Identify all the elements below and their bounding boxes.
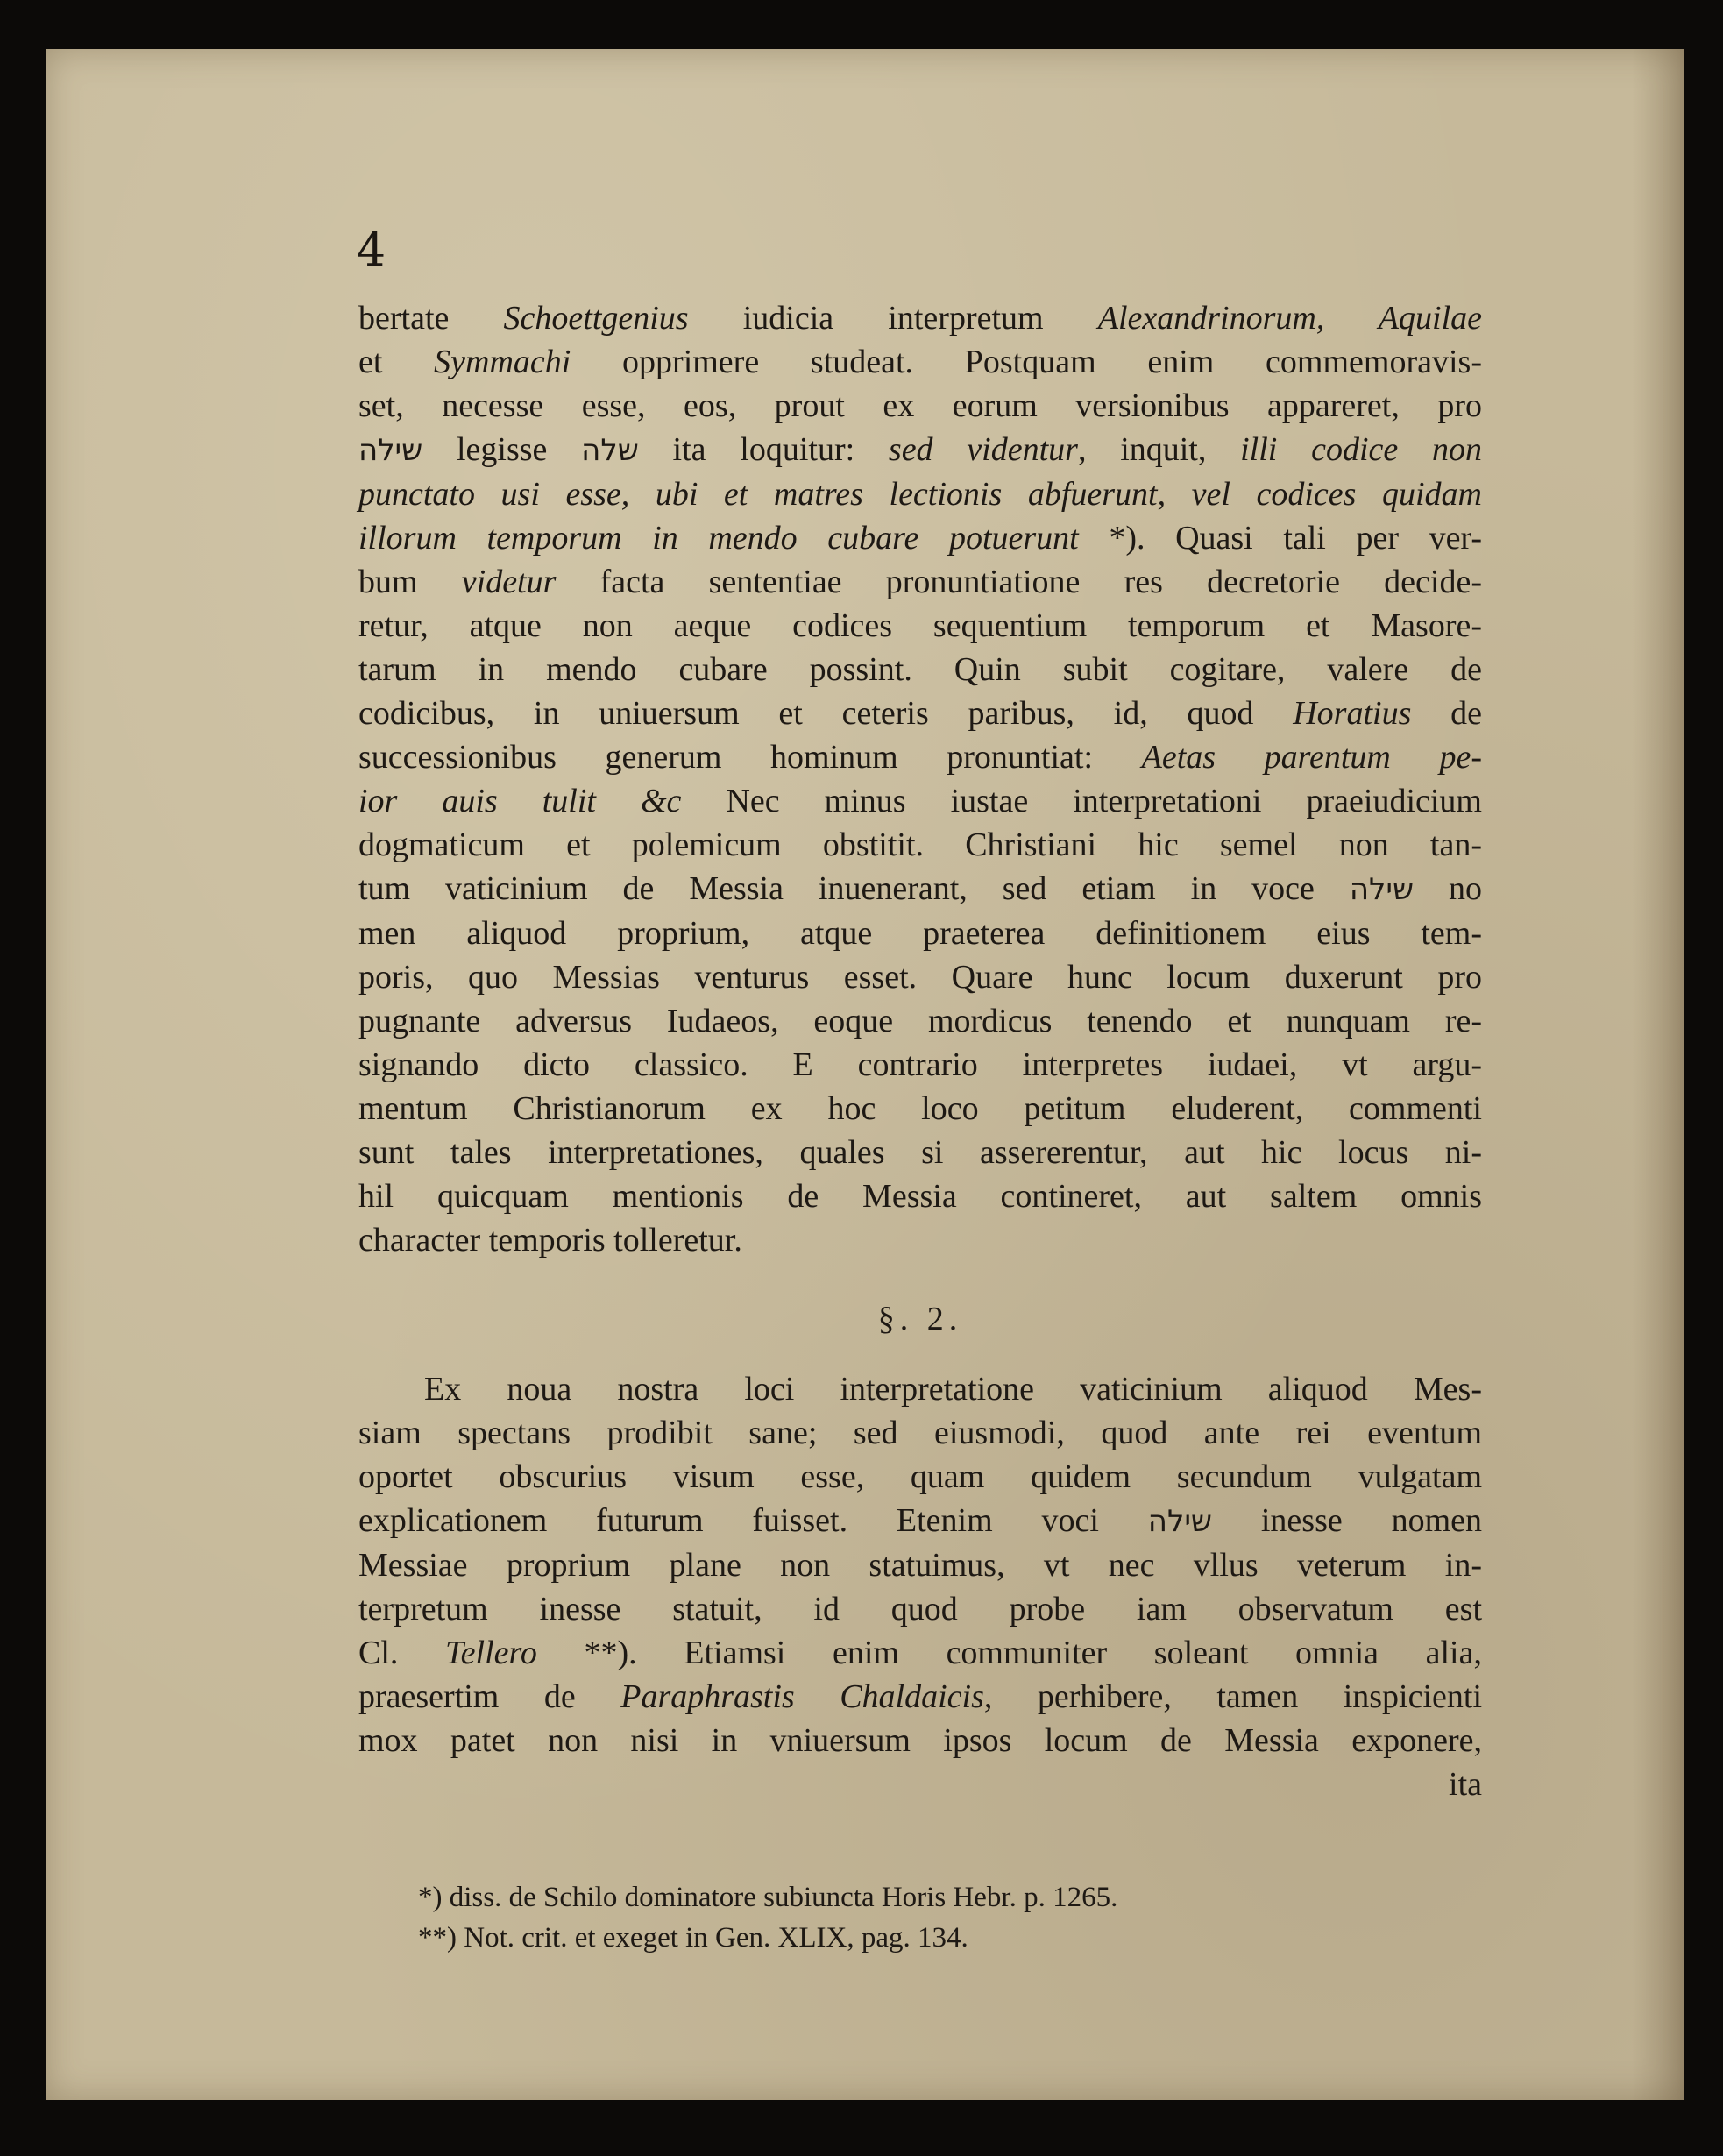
text-run: , perhibere, tamen inspicienti bbox=[983, 1678, 1483, 1715]
text-line bbox=[358, 1411, 1482, 1455]
page-number: 4 bbox=[357, 224, 386, 277]
text-run: pugnante adversus Iudaeos, eoque mordicus tenendo et nunquam re- bbox=[358, 1003, 1482, 1039]
text-run: , inquit, bbox=[1077, 431, 1241, 468]
text-run: opprimere studeat. Postquam enim commemoravis- bbox=[571, 344, 1482, 380]
italic-run: illorum temporum in mendo cubare potuerunt bbox=[358, 520, 1079, 557]
italic-run: Aetas parentum pe- bbox=[1141, 739, 1482, 776]
text-run: bertate bbox=[358, 300, 504, 337]
text-run: explicationem futurum fuisset. Etenim voci bbox=[358, 1502, 1148, 1539]
hebrew-word: שילה bbox=[358, 433, 423, 468]
text-line bbox=[358, 340, 1482, 384]
italic-run: illi codice non bbox=[1240, 431, 1482, 468]
text-line bbox=[358, 1174, 1482, 1218]
paragraph-2 bbox=[358, 1367, 1482, 1762]
text-line bbox=[358, 867, 1482, 911]
hebrew-word: שילה bbox=[1349, 872, 1415, 907]
text-line bbox=[358, 296, 1482, 340]
text-line bbox=[358, 1131, 1482, 1174]
text-line bbox=[358, 1087, 1482, 1131]
text-run: inesse nomen bbox=[1212, 1502, 1482, 1539]
text-line bbox=[358, 472, 1482, 516]
text-run: successionibus generum hominum pronuntiat: bbox=[358, 739, 1142, 776]
text-run: character temporis tolleretur. bbox=[358, 1222, 742, 1259]
text-run: codicibus, in uniuersum et ceteris paribus, id, quod bbox=[358, 695, 1294, 732]
text-run: ita loquitur: bbox=[638, 431, 889, 468]
italic-run: Horatius bbox=[1293, 695, 1412, 732]
italic-run: Schoettgenius bbox=[503, 300, 689, 337]
text-run: signando dicto classico. E contrario interpretes iudaei, vt argu- bbox=[358, 1046, 1482, 1083]
text-line bbox=[358, 1631, 1482, 1675]
text-run: iudicia interpretum bbox=[688, 300, 1098, 337]
paragraph-1 bbox=[358, 296, 1482, 1262]
text-run: dogmaticum et polemicum obstitit. Christiani hic semel non tan- bbox=[358, 826, 1482, 863]
text-line bbox=[358, 1543, 1482, 1587]
italic-run: Symmachi bbox=[434, 344, 571, 380]
text-line bbox=[358, 648, 1482, 691]
text-run: **). Etiamsi enim communiter soleant omnia alia, bbox=[536, 1635, 1482, 1671]
text-run: siam spectans prodibit sane; sed eiusmodi, quod ante rei eventum bbox=[358, 1415, 1482, 1451]
catchword: ita bbox=[1449, 1766, 1482, 1803]
text-line bbox=[358, 691, 1482, 735]
text-run: oportet obscurius visum esse, quam quidem secundum vulgatam bbox=[358, 1458, 1482, 1495]
text-run: sunt tales interpretationes, quales si assererentur, aut hic locus ni- bbox=[358, 1134, 1482, 1171]
italic-run: videtur bbox=[461, 564, 557, 600]
italic-run: punctato usi esse, ubi et matres lectionis abfuerunt, vel codices quidam bbox=[358, 476, 1482, 513]
text-line bbox=[358, 823, 1482, 867]
text-run: bum bbox=[358, 564, 462, 600]
text-run: et bbox=[358, 344, 435, 380]
text-run: men aliquod proprium, atque praeterea definitionem eius tem- bbox=[358, 915, 1482, 952]
text-line bbox=[358, 1043, 1482, 1087]
text-line bbox=[358, 1499, 1482, 1543]
text-line bbox=[358, 999, 1482, 1043]
text-run: tum vaticinium de Messia inuenerant, sed etiam in voce bbox=[358, 870, 1350, 907]
text-run: facta sententiae pronuntiatione res decretorie decide- bbox=[556, 564, 1482, 600]
section-heading: §. 2. bbox=[877, 1301, 963, 1337]
footnotes bbox=[418, 1877, 1470, 1958]
footnote-2: **) Not. crit. et exeget in Gen. XLIX, pag. 134. bbox=[418, 1922, 968, 1954]
text-run: terpretum inesse statuit, id quod probe iam observatum est bbox=[358, 1591, 1482, 1628]
italic-run: Paraphrastis Chaldaicis bbox=[620, 1678, 984, 1715]
text-run: de bbox=[1411, 695, 1482, 732]
text-line bbox=[358, 428, 1482, 472]
text-run: tarum in mendo cubare possint. Quin subit cogitare, valere de bbox=[358, 651, 1482, 688]
text-line bbox=[358, 604, 1482, 648]
text-run: praesertim de bbox=[358, 1678, 621, 1715]
text-line bbox=[358, 735, 1482, 779]
text-run: Messiae proprium plane non statuimus, vt nec vllus veterum in- bbox=[358, 1547, 1482, 1584]
text-run: mox patet non nisi in vniuersum ipsos locum de Messia exponere, bbox=[358, 1722, 1482, 1759]
hebrew-word: שילה bbox=[1147, 1504, 1213, 1539]
text-run: set, necesse esse, eos, prout ex eorum versionibus appareret, pro bbox=[358, 387, 1482, 424]
text-run: Ex noua nostra loci interpretatione vaticinium aliquod Mes- bbox=[424, 1371, 1482, 1408]
page-fold-shadow bbox=[1632, 49, 1684, 2100]
text-line bbox=[358, 1719, 1482, 1762]
text-run: poris, quo Messias venturus esset. Quare hunc locum duxerunt pro bbox=[358, 959, 1482, 996]
page-body bbox=[358, 296, 1482, 1806]
italic-run: ior auis tulit &c bbox=[358, 783, 682, 819]
text-line bbox=[358, 1367, 1482, 1411]
text-run: Cl. bbox=[358, 1635, 446, 1671]
text-line bbox=[358, 1455, 1482, 1499]
italic-run: sed videntur bbox=[888, 431, 1078, 468]
hebrew-word: שלה bbox=[581, 433, 639, 468]
text-run: mentum Christianorum ex hoc loco petitum eluderent, commenti bbox=[358, 1090, 1482, 1127]
text-line bbox=[358, 911, 1482, 955]
text-line bbox=[358, 560, 1482, 604]
text-run: legisse bbox=[422, 431, 582, 468]
book-page bbox=[46, 49, 1684, 2100]
text-run: *). Quasi tali per ver- bbox=[1078, 520, 1482, 557]
text-run: retur, atque non aeque codices sequentium temporum et Masore- bbox=[358, 607, 1482, 644]
text-line bbox=[358, 516, 1482, 560]
italic-run: Alexandrinorum, Aquilae bbox=[1097, 300, 1482, 337]
text-line bbox=[358, 779, 1482, 823]
text-line bbox=[358, 1675, 1482, 1719]
italic-run: Tellero bbox=[445, 1635, 537, 1671]
text-run: Nec minus iustae interpretationi praeiudicium bbox=[681, 783, 1482, 819]
footnote-1: *) diss. de Schilo dominatore subiuncta Horis Hebr. p. 1265. bbox=[418, 1882, 1118, 1913]
text-line bbox=[358, 1587, 1482, 1631]
text-run: hil quicquam mentionis de Messia contineret, aut saltem omnis bbox=[358, 1178, 1482, 1215]
text-line bbox=[358, 1218, 1482, 1262]
text-line bbox=[358, 384, 1482, 428]
text-run: no bbox=[1414, 870, 1483, 907]
text-line bbox=[358, 955, 1482, 999]
